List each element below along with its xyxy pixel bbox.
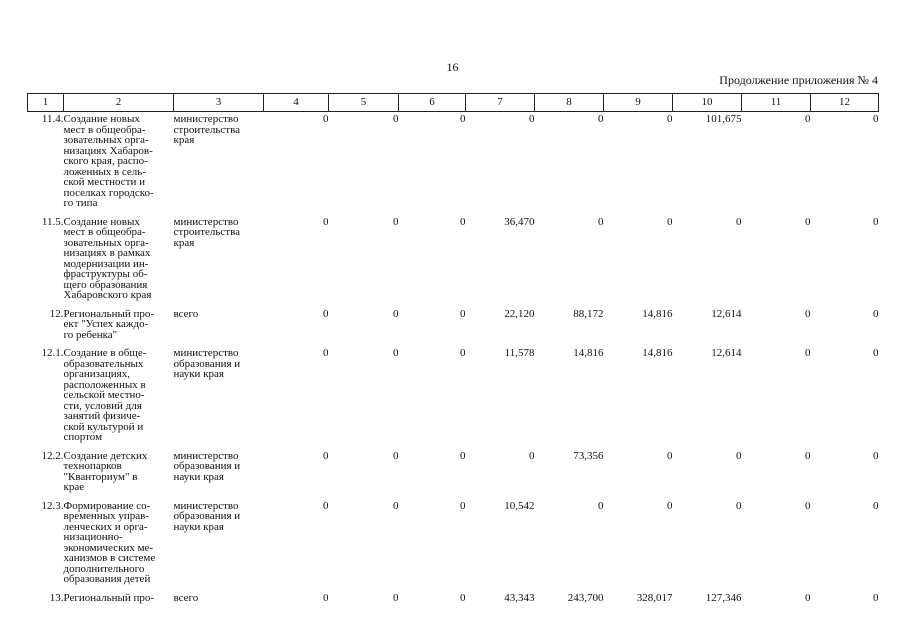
row-name [64, 346, 174, 449]
responsible-line: министерство [173, 449, 239, 462]
row-responsible [174, 307, 264, 347]
name-line: экономических ме- [63, 541, 154, 554]
name-line: занятий физиче- [63, 410, 141, 422]
value-cell: 0 [529, 113, 535, 125]
value-cell: 0 [805, 347, 811, 359]
row-name [64, 591, 174, 610]
header-row [28, 94, 879, 112]
value-cell: 0 [736, 215, 742, 228]
value-cell: 88,172 [573, 307, 604, 320]
responsible-line: строительства [173, 123, 241, 136]
value-cell: 14,816 [573, 347, 604, 359]
table-row [28, 307, 879, 347]
name-line: фраструктуры об- [63, 268, 148, 280]
name-line: ского края, распо- [63, 155, 148, 167]
value-cell: 0 [393, 499, 399, 512]
table-row [28, 112, 879, 215]
value-cell: 11,578 [504, 347, 535, 359]
name-line: зовательных орга- [63, 236, 149, 249]
value-cell: 0 [393, 449, 399, 462]
name-line: технопарков [63, 460, 122, 472]
row-number: 12.3. [41, 499, 64, 512]
value-cell: 0 [598, 499, 604, 512]
header-cell: 7 [466, 94, 535, 112]
name-line: модернизации ин- [63, 257, 149, 270]
row-responsible [174, 499, 264, 591]
responsible-line: образования и [173, 460, 241, 472]
header-cell: 11 [742, 94, 811, 112]
table-row [28, 346, 879, 449]
value-cell: 0 [460, 307, 466, 320]
name-line: поселках городско- [63, 186, 154, 199]
value-cell: 10,542 [504, 499, 535, 512]
responsible-line: строительства [173, 226, 241, 238]
header-cell: 4 [264, 94, 329, 112]
value-cell: 0 [323, 499, 329, 512]
value-cell: 0 [736, 499, 742, 512]
value-cell: 0 [805, 113, 811, 125]
name-line: щего образования [63, 278, 148, 291]
name-line: Создание новых [63, 113, 140, 125]
name-line: го типа [63, 197, 98, 209]
name-line: крае [63, 481, 85, 493]
value-cell: 0 [393, 347, 399, 359]
page-number: 16 [446, 60, 459, 74]
value-cell: 0 [805, 591, 811, 604]
value-cell: 0 [393, 307, 399, 320]
name-line: ской местности и [63, 176, 145, 188]
row-name [64, 112, 174, 215]
table-row [28, 449, 879, 499]
value-cell: 0 [805, 499, 811, 512]
value-cell: 243,700 [567, 591, 604, 604]
continuation-note: Продолжение приложения № 4 [719, 73, 878, 87]
name-line: Региональный про- [63, 307, 155, 320]
value-cell: 0 [323, 113, 329, 125]
name-line: ект "Успех каждо- [63, 318, 149, 330]
value-cell: 0 [393, 215, 399, 228]
row-name [64, 449, 174, 499]
value-cell: 0 [873, 499, 879, 512]
value-cell: 0 [667, 215, 673, 228]
responsible-line: всего [173, 307, 199, 320]
name-line: Формирование со- [63, 499, 151, 512]
value-cell: 22,120 [504, 307, 535, 320]
row-number: 13. [49, 591, 64, 604]
data-table [27, 93, 879, 609]
table-row [28, 499, 879, 591]
row-number: 12.1. [41, 347, 64, 359]
value-cell: 0 [323, 215, 329, 228]
value-cell: 0 [873, 449, 879, 462]
value-cell: 12,614 [711, 347, 742, 359]
responsible-line: министерство [173, 347, 239, 359]
value-cell: 328,017 [636, 591, 673, 604]
name-line: временных управ- [63, 510, 149, 522]
header-cell: 3 [174, 94, 264, 112]
value-cell: 0 [873, 347, 879, 359]
row-number: 12. [49, 307, 64, 320]
table-row [28, 215, 879, 307]
value-cell: 0 [667, 499, 673, 512]
value-cell: 14,816 [642, 347, 673, 359]
value-cell: 73,356 [573, 449, 604, 462]
name-line: Региональный про- [63, 591, 155, 604]
value-cell: 0 [323, 347, 329, 359]
value-cell: 0 [323, 307, 329, 320]
value-cell: 0 [805, 215, 811, 228]
responsible-line: министерство [173, 499, 239, 512]
value-cell: 36,470 [504, 215, 535, 228]
name-line: Создание новых [63, 215, 140, 228]
value-cell: 0 [667, 449, 673, 462]
header-cell: 6 [399, 94, 466, 112]
responsible-line: министерство [173, 113, 239, 125]
value-cell: 0 [393, 113, 399, 125]
row-name [64, 499, 174, 591]
header-cell: 2 [64, 94, 174, 112]
name-line: ской культурой и [63, 420, 144, 433]
name-line: го ребенка" [63, 328, 118, 341]
name-line: расположенных в [63, 378, 146, 391]
row-name [64, 215, 174, 307]
value-cell: 101,675 [705, 113, 742, 125]
value-cell: 0 [323, 591, 329, 604]
value-cell: 0 [460, 347, 466, 359]
table-row [28, 591, 879, 610]
value-cell: 0 [598, 215, 604, 228]
row-responsible [174, 112, 264, 215]
name-line: спортом [63, 431, 103, 443]
row-number: 11.4. [41, 113, 64, 125]
table-body [28, 112, 879, 610]
value-cell: 43,343 [504, 591, 535, 604]
value-cell: 127,346 [705, 591, 742, 604]
value-cell: 12,614 [711, 307, 742, 320]
row-number: 11.5. [41, 215, 64, 228]
value-cell: 0 [460, 113, 466, 125]
name-line: зовательных орга- [63, 134, 149, 146]
value-cell: 0 [323, 449, 329, 462]
name-line: "Кванториум" в [63, 470, 138, 483]
name-line: низациях Хабаров- [63, 144, 153, 157]
header-cell: 5 [329, 94, 399, 112]
name-line: сельской местно- [63, 389, 145, 401]
value-cell: 0 [873, 591, 879, 604]
name-line: ханизмов в системе [63, 552, 156, 564]
value-cell: 0 [667, 113, 673, 125]
value-cell: 0 [460, 215, 466, 228]
name-line: Создание детских [63, 449, 148, 462]
header-cell: 10 [673, 94, 742, 112]
name-line: образования детей [63, 573, 151, 585]
responsible-line: всего [173, 591, 199, 604]
value-cell: 0 [805, 449, 811, 462]
name-line: мест в общеобра- [63, 123, 146, 136]
value-cell: 0 [873, 113, 879, 125]
header-cell: 12 [811, 94, 879, 112]
row-responsible [174, 591, 264, 610]
name-line: дополнительного [63, 562, 145, 575]
row-responsible [174, 346, 264, 449]
name-line: мест в общеобра- [63, 226, 146, 238]
value-cell: 0 [805, 307, 811, 320]
name-line: низациях в рамках [63, 247, 151, 259]
value-cell: 14,816 [642, 307, 673, 320]
name-line: сти, условий для [63, 399, 142, 412]
name-line: низационно- [63, 531, 123, 543]
responsible-line: края [173, 134, 195, 146]
responsible-line: науки края [173, 520, 224, 533]
value-cell: 0 [460, 449, 466, 462]
value-cell: 0 [598, 113, 604, 125]
responsible-line: науки края [173, 470, 224, 483]
value-cell: 0 [873, 215, 879, 228]
value-cell: 0 [460, 499, 466, 512]
value-cell: 0 [529, 449, 535, 462]
name-line: образовательных [63, 357, 144, 370]
header-cell: 1 [28, 94, 64, 112]
name-line: организациях, [63, 368, 130, 380]
row-responsible [174, 449, 264, 499]
name-line: ложенных в сель- [63, 165, 146, 178]
value-cell: 0 [736, 449, 742, 462]
name-line: ленческих и орга- [63, 520, 148, 533]
value-cell: 0 [460, 591, 466, 604]
value-cell: 0 [873, 307, 879, 320]
responsible-line: министерство [173, 215, 239, 228]
header-cell: 8 [535, 94, 604, 112]
name-line: Создание в обще- [63, 347, 147, 359]
responsible-line: края [173, 236, 195, 249]
row-name [64, 307, 174, 347]
name-line: Хабаровского края [63, 289, 152, 301]
value-cell: 0 [393, 591, 399, 604]
row-number: 12.2. [41, 449, 64, 462]
header-cell: 9 [604, 94, 673, 112]
responsible-line: образования и [173, 510, 241, 522]
responsible-line: науки края [173, 368, 224, 380]
row-responsible [174, 215, 264, 307]
responsible-line: образования и [173, 357, 241, 370]
